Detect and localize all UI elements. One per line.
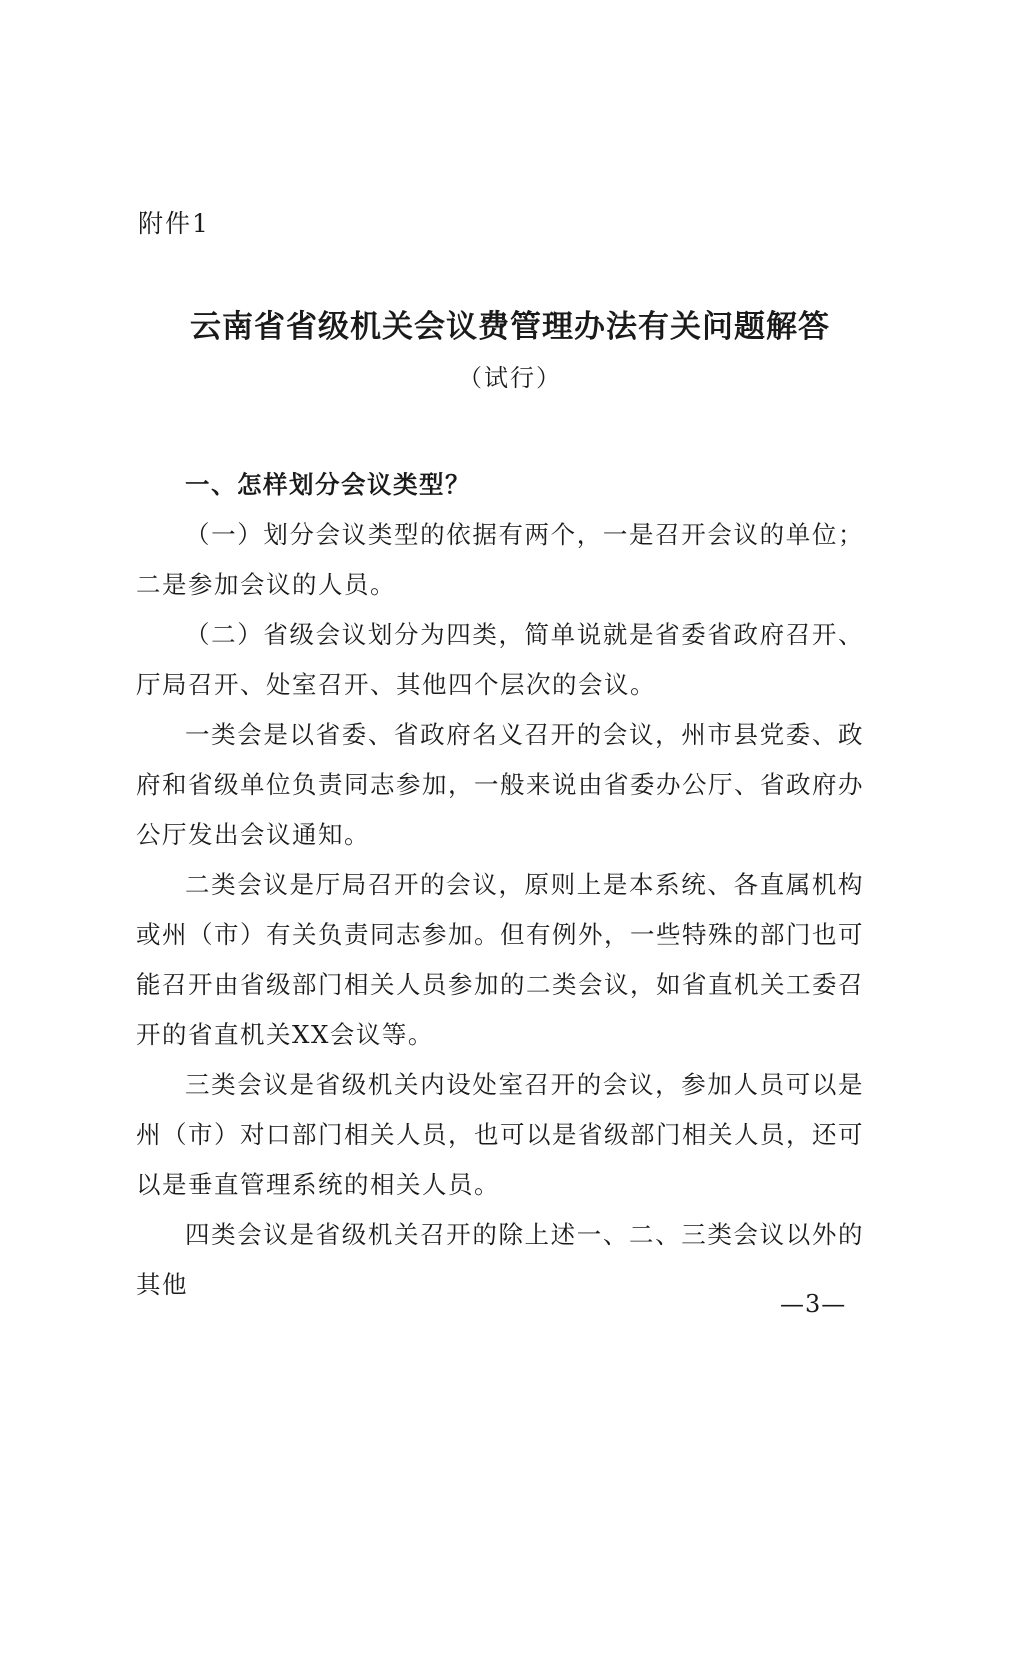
paragraph: （二）省级会议划分为四类，简单说就是省委省政府召开、厅局召开、处室召开、其他四个层次的会议。 [136, 620, 864, 699]
page-number: —3— [780, 1290, 847, 1318]
paragraph: 一类会是以省委、省政府名义召开的会议，州市县党委、政府和省级单位负责同志参加，一般来说由省委办公厅、省政府办公厅发出会议通知。 [136, 720, 864, 849]
paragraph: （一）划分会议类型的依据有两个，一是召开会议的单位；二是参加会议的人员。 [136, 520, 864, 599]
paragraph: 三类会议是省级机关内设处室召开的会议，参加人员可以是州（市）对口部门相关人员，也可以是省级部门相关人员，还可以是垂直管理系统的相关人员。 [136, 1070, 864, 1199]
document-title: 云南省省级机关会议费管理办法有关问题解答 [190, 309, 830, 345]
section-heading: 一、怎样划分会议类型？ [185, 470, 471, 499]
document-subtitle: （试行） [458, 364, 562, 392]
attachment-label: 附件1 [138, 209, 210, 238]
document-body [136, 460, 864, 1310]
paragraph: 二类会议是厅局召开的会议，原则上是本系统、各直属机构或州（市）有关负责同志参加。但有例外，一些特殊的部门也可能召开由省级部门相关人员参加的二类会议，如省直机关工委召开的省直机关XX会议等。 [136, 870, 864, 1049]
paragraph: 四类会议是省级机关召开的除上述一、二、三类会议以外的其他 [136, 1220, 864, 1299]
